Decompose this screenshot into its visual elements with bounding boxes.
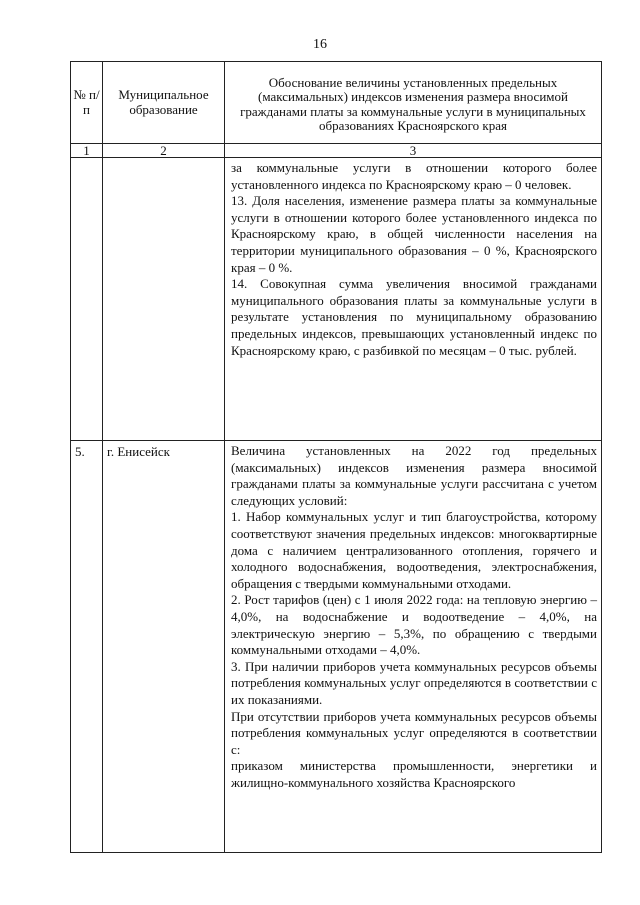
table-row — [71, 441, 602, 853]
paragraph: При отсутствии приборов учета коммунальных ресурсов объемы потребления коммунальных услуг определяются в соответствии с: — [231, 708, 597, 757]
paragraph: 13. Доля населения, изменение размера платы за коммунальные услуги в отношении которого более установленного индекса по Красноярскому краю, в общей численности населения на территории муниципального образования – 0 %, Красноярского края – 0 %. — [231, 193, 597, 275]
header-justification: Обоснование величины установленных предельных (максимальных) индексов изменения размера вносимой гражданами платы за коммунальные услуги в муниципальных образованиях Красноярского края — [225, 62, 602, 144]
paragraph: 14. Совокупная сумма увеличения вносимой гражданами муниципального образования платы за коммунальные услуги в результате установления по муниципальному образованию предельных индексов, превышающих установленный индекс по Красноярскому краю, с разбивкой по месяцам – 0 тыс. рублей. — [231, 276, 597, 358]
column-number: 1 — [71, 144, 103, 158]
header-municipality: Муниципальное образование — [103, 62, 225, 144]
row-municipality — [103, 158, 225, 441]
row-number: 5. — [71, 441, 103, 853]
paragraph: приказом министерства промышленности, энергетики и жилищно-коммунального хозяйства Красноярского — [231, 758, 597, 790]
paragraph: 2. Рост тарифов (цен) с 1 июля 2022 года: на тепловую энергию – 4,0%, на водоснабжение и водоотведение – 4,0%, на электрическую энергию – 5,3%, по обращению с твердыми коммунальными отходами – 4,0%. — [231, 592, 597, 658]
paragraph: за коммунальные услуги в отношении которого более установленного индекса по Красноярскому краю – 0 человек. — [231, 160, 597, 192]
paragraph: 1. Набор коммунальных услуг и тип благоустройства, которому соответствуют значения предельных индексов: многоквартирные дома с наличием централизованного отопления, горячего и холодного водоснабжения, водоотведения, электроснабжения, обращения с твердыми коммунальными отходами. — [231, 509, 597, 591]
paragraph: 3. При наличии приборов учета коммунальных ресурсов объемы потребления коммунальных услуг определяются в соответствии с их показаниями. — [231, 658, 597, 707]
row-municipality: г. Енисейск — [103, 441, 225, 853]
page-number: 16 — [313, 37, 327, 52]
header-number: № п/п — [71, 62, 103, 144]
paragraph: Величина установленных на 2022 год предельных (максимальных) индексов изменения размера вносимой гражданами платы за коммунальные услуги рассчитана с учетом следующих условий: — [231, 443, 597, 508]
row-justification — [225, 441, 602, 853]
table-row — [71, 158, 602, 441]
row-justification — [225, 158, 602, 441]
column-number: 3 — [225, 144, 602, 158]
row-number — [71, 158, 103, 441]
table-header-row — [71, 62, 602, 144]
column-numbers-row — [71, 144, 602, 158]
column-number: 2 — [103, 144, 225, 158]
justification-table — [70, 61, 602, 853]
